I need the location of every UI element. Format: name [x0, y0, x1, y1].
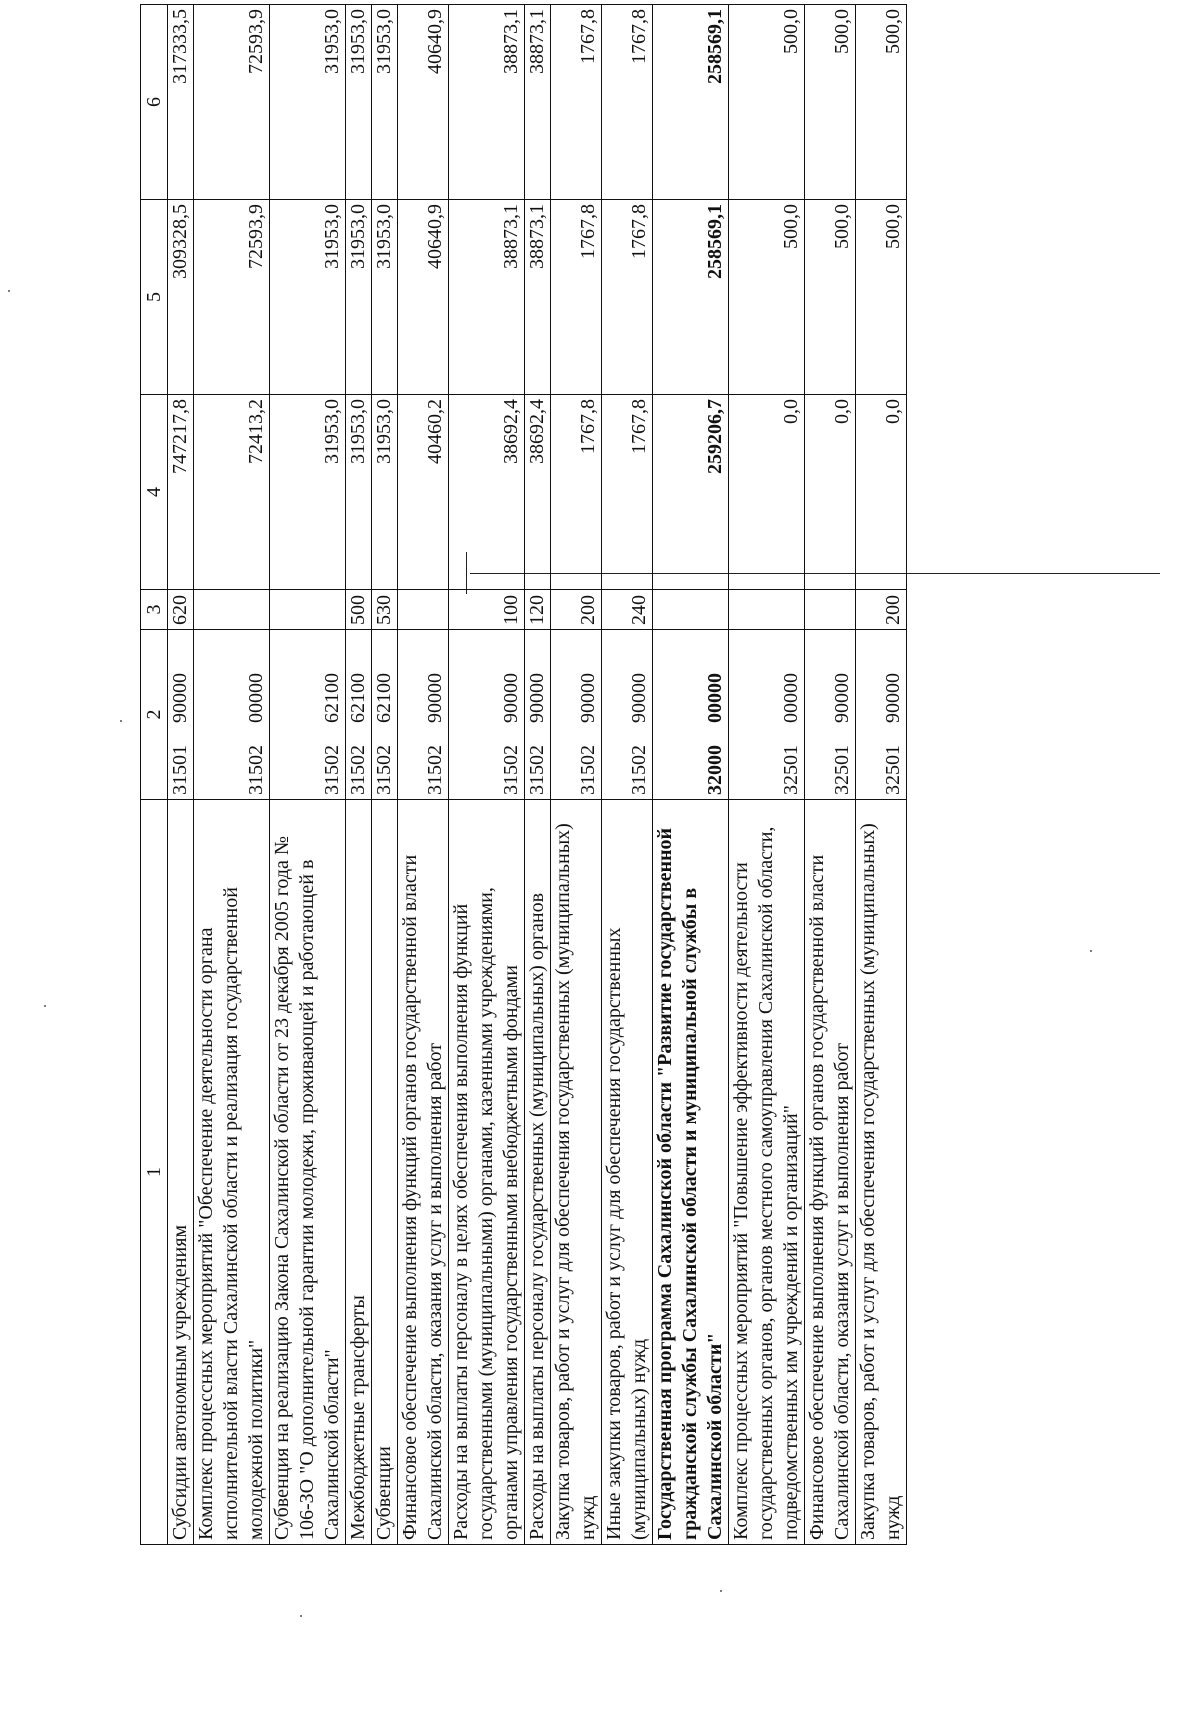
row-code-part: 31502 [577, 745, 599, 795]
header-cell: 3 [141, 590, 168, 630]
row-expense-type: 120 [525, 590, 551, 630]
row-value-4: 259206,7 [653, 395, 729, 590]
row-value-5: 500,0 [729, 200, 805, 395]
row-value-5: 500,0 [805, 200, 856, 395]
header-cell: 5 [141, 200, 168, 395]
row-name: Финансовое обеспечение выполнения функций органов государственной власти Сахалинской области, оказания услуг и выполнения работ [398, 800, 449, 1545]
header-cell: 4 [141, 395, 168, 590]
row-value-5: 31953,0 [346, 200, 372, 395]
scan-speck [120, 720, 122, 722]
row-expense-type: 620 [168, 590, 194, 630]
row-value-4: 72413,2 [194, 395, 270, 590]
row-value-5: 500,0 [856, 200, 907, 395]
row-value-4: 1767,8 [602, 395, 653, 590]
row-code [729, 630, 805, 800]
row-value-4: 31953,0 [270, 395, 346, 590]
table-row [856, 5, 907, 1545]
row-expense-type: 240 [602, 590, 653, 630]
scan-speck [300, 1615, 302, 1617]
row-value-4: 31953,0 [372, 395, 398, 590]
row-code [653, 630, 729, 800]
row-code-part: 90000 [424, 673, 446, 723]
row-value-6: 500,0 [856, 5, 907, 200]
table-row [729, 5, 805, 1545]
row-name: Закупка товаров, работ и услуг для обеспечения государственных (муниципальных) нужд [551, 800, 602, 1545]
row-code-part: 32501 [882, 745, 904, 795]
row-value-4: 38692,4 [449, 395, 525, 590]
table-row [194, 5, 270, 1545]
row-value-6: 31953,0 [270, 5, 346, 200]
header-cell: 2 [141, 630, 168, 800]
row-name: Межбюджетные трансферты [346, 800, 372, 1545]
row-value-5: 38873,1 [525, 200, 551, 395]
row-code-part: 00000 [704, 673, 726, 723]
row-value-6: 40640,9 [398, 5, 449, 200]
row-code [168, 630, 194, 800]
row-code-part: 32501 [780, 745, 802, 795]
header-cell: 1 [141, 800, 168, 1545]
table-row [168, 5, 194, 1545]
row-value-4: 0,0 [805, 395, 856, 590]
row-code-part: 00000 [780, 673, 802, 723]
table-row [449, 5, 525, 1545]
table-row [525, 5, 551, 1545]
row-code-part: 31502 [347, 745, 369, 795]
row-name: Комплекс процессных мероприятий "Обеспечение деятельности органа исполнительной власти Сахалинской области и реализация государственной молодежной политики" [194, 800, 270, 1545]
scan-speck [44, 1005, 46, 1007]
row-value-6: 1767,8 [551, 5, 602, 200]
row-value-6: 317333,5 [168, 5, 194, 200]
row-code [805, 630, 856, 800]
row-expense-type: 530 [372, 590, 398, 630]
row-expense-type [805, 590, 856, 630]
row-code-part: 32501 [831, 745, 853, 795]
row-code [449, 630, 525, 800]
rotated-sheet [140, 5, 1110, 1545]
row-value-4: 0,0 [856, 395, 907, 590]
row-value-5: 258569,1 [653, 200, 729, 395]
table-row [270, 5, 346, 1545]
scan-speck [720, 1590, 722, 1592]
row-name: Иные закупки товаров, работ и услуг для обеспечения государственных (муниципальных) нужд [602, 800, 653, 1545]
row-code-part: 90000 [577, 673, 599, 723]
row-expense-type: 200 [551, 590, 602, 630]
row-code [398, 630, 449, 800]
row-value-6: 258569,1 [653, 5, 729, 200]
row-value-6: 31953,0 [346, 5, 372, 200]
row-expense-type [398, 590, 449, 630]
row-code-part: 31502 [373, 745, 395, 795]
row-code-part: 31501 [169, 745, 191, 795]
table-row [346, 5, 372, 1545]
row-value-6: 38873,1 [449, 5, 525, 200]
row-value-5: 40640,9 [398, 200, 449, 395]
row-name: Комплекс процессных мероприятий "Повышение эффективности деятельности государственных органов, органов местного самоуправления Сахалинской области, подведомственных им учреждений и организаций" [729, 800, 805, 1545]
row-code-part: 00000 [245, 673, 267, 723]
row-code [551, 630, 602, 800]
row-code [525, 630, 551, 800]
table-row [653, 5, 729, 1545]
row-expense-type: 100 [449, 590, 525, 630]
row-value-6: 500,0 [805, 5, 856, 200]
row-code-part: 62100 [321, 673, 343, 723]
row-code-part: 90000 [169, 673, 191, 723]
row-code-part: 90000 [526, 673, 548, 723]
row-name: Расходы на выплаты персоналу государственных (муниципальных) органов [525, 800, 551, 1545]
row-code-part: 31502 [321, 745, 343, 795]
row-value-4: 31953,0 [346, 395, 372, 590]
row-code [346, 630, 372, 800]
row-name: Субсидии автономным учреждениям [168, 800, 194, 1545]
row-name: Финансовое обеспечение выполнения функций органов государственной власти Сахалинской области, оказания услуг и выполнения работ [805, 800, 856, 1545]
table-row [805, 5, 856, 1545]
row-value-6: 72593,9 [194, 5, 270, 200]
row-name: Расходы на выплаты персоналу в целях обеспечения выполнения функций государственными (муниципальными) органами, казенными учреждениями, органами управления государственными внебюджетными фондами [449, 800, 525, 1545]
row-code [194, 630, 270, 800]
row-code-part: 90000 [628, 673, 650, 723]
row-value-5: 38873,1 [449, 200, 525, 395]
row-value-6: 1767,8 [602, 5, 653, 200]
row-value-5: 31953,0 [372, 200, 398, 395]
row-code-part: 31502 [628, 745, 650, 795]
row-code-part: 31502 [424, 745, 446, 795]
row-expense-type [653, 590, 729, 630]
row-code-part: 90000 [882, 673, 904, 723]
row-code-part: 90000 [831, 673, 853, 723]
row-value-4: 747217,8 [168, 395, 194, 590]
row-expense-type [194, 590, 270, 630]
row-code-part: 31502 [500, 745, 522, 795]
row-value-4: 38692,4 [525, 395, 551, 590]
row-value-6: 38873,1 [525, 5, 551, 200]
row-code-part: 31502 [526, 745, 548, 795]
row-code [372, 630, 398, 800]
row-name: Государственная программа Сахалинской области "Развитие государственной гражданской службы Сахалинской области и муниципальной службы в Сахалинской области" [653, 800, 729, 1545]
row-code [602, 630, 653, 800]
row-name: Субвенции [372, 800, 398, 1545]
row-code-part: 32000 [704, 745, 726, 795]
row-code [270, 630, 346, 800]
row-code [856, 630, 907, 800]
scan-speck [8, 290, 10, 292]
header-cell: 6 [141, 5, 168, 200]
row-name: Закупка товаров, работ и услуг для обеспечения государственных (муниципальных) нужд [856, 800, 907, 1545]
header-row [141, 5, 168, 1545]
table-row [372, 5, 398, 1545]
row-value-5: 1767,8 [551, 200, 602, 395]
row-value-5: 72593,9 [194, 200, 270, 395]
row-name: Субвенция на реализацию Закона Сахалинской области от 23 декабря 2005 года № 106-ЗО "О дополнительной гарантии молодежи, проживающей и работающей в Сахалинской области" [270, 800, 346, 1545]
row-code-part: 31502 [245, 745, 267, 795]
row-expense-type: 200 [856, 590, 907, 630]
row-value-5: 309328,5 [168, 200, 194, 395]
row-code-part: 90000 [500, 673, 522, 723]
row-code-part: 62100 [347, 673, 369, 723]
table-row [398, 5, 449, 1545]
row-value-4: 0,0 [729, 395, 805, 590]
table-row [602, 5, 653, 1545]
row-value-6: 500,0 [729, 5, 805, 200]
row-value-4: 1767,8 [551, 395, 602, 590]
row-expense-type [270, 590, 346, 630]
row-expense-type [729, 590, 805, 630]
row-code-part: 62100 [373, 673, 395, 723]
row-value-6: 31953,0 [372, 5, 398, 200]
table-row [551, 5, 602, 1545]
row-value-5: 31953,0 [270, 200, 346, 395]
row-value-4: 40460,2 [398, 395, 449, 590]
budget-table [140, 4, 907, 1545]
row-value-5: 1767,8 [602, 200, 653, 395]
row-expense-type: 500 [346, 590, 372, 630]
